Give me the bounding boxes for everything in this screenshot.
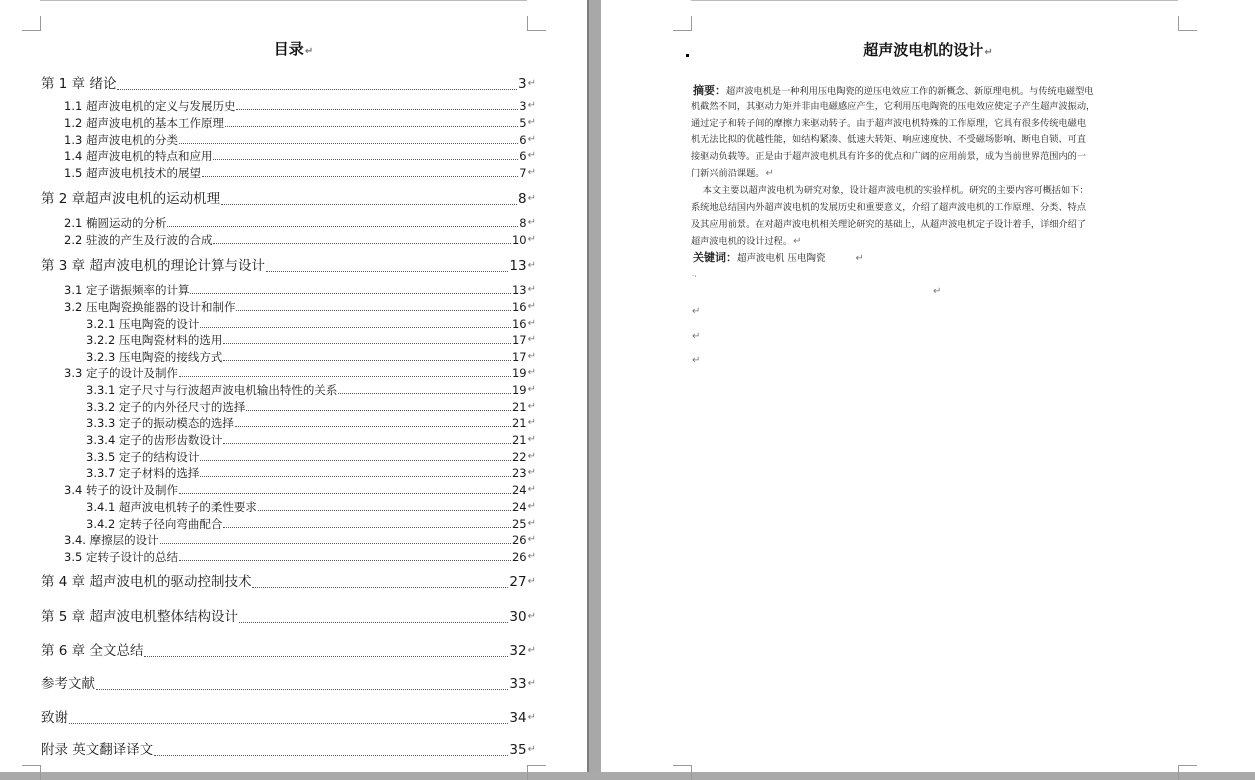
toc-entry-label: 3.3.2 定子的内外径尺寸的选择 [86,400,246,414]
abstract-line: 机截然不同，其驱动力矩并非由电磁感应产生，它利用压电陶瓷的压电效应使定子产生超声波振动， [691,101,1096,112]
paragraph-mark: ↵ [527,467,536,478]
toc-entry-page: 32 [509,643,527,659]
toc-entry[interactable] [64,132,536,148]
toc-entry[interactable] [41,74,536,94]
toc-entry-page: 21 [511,433,527,447]
toc-leader-dots [154,755,508,756]
paragraph-mark: ↵ [692,306,701,317]
toc-entry[interactable] [41,189,536,209]
abstract-line: 摘要：超声波电机是一种利用压电陶瓷的逆压电效应工作的新概念、新原理电机。与传统电磁型电 [693,84,1094,97]
paragraph-mark: ↵ [527,534,536,545]
toc-entry[interactable] [64,165,536,181]
toc-entry-page: 19 [511,383,527,397]
toc-entry-page: 17 [511,350,527,364]
toc-leader-dots [202,176,518,177]
toc-entry-label: 3.3.3 定子的振动模态的选择 [86,416,234,430]
toc-entry[interactable] [86,349,536,365]
paragraph-mark: ↵ [527,217,536,228]
paragraph-mark: ↵ [527,301,536,312]
toc-leader-dots [179,376,511,377]
toc-entry-page: 21 [511,400,527,414]
toc-entry-page: 24 [511,483,527,497]
toc-entry-label: 1.4 超声波电机的特点和应用 [64,149,213,163]
toc-entry-label: 3.2.2 压电陶瓷材料的选用 [86,333,223,347]
toc-leader-dots [236,310,511,311]
toc-entry-page: 13 [511,283,527,297]
toc-leader-dots [96,689,508,690]
paragraph-mark: ↵ [527,645,536,656]
toc-entry[interactable] [41,708,536,728]
toc-entry[interactable] [64,532,536,548]
toc-leader-dots [223,360,511,361]
toc-entry-label: 致谢 [41,710,68,726]
keywords-label: 关键词： [693,251,737,264]
toc-entry[interactable] [64,148,536,164]
toc-leader-dots [179,143,518,144]
toc-entry-label: 3.3.7 定子材料的选择 [86,466,200,480]
toc-entry[interactable] [41,256,536,276]
toc-entry-label: 2.1 椭圆运动的分析 [64,216,167,230]
toc-entry-label: 2.2 驻波的产生及行波的合成 [64,233,213,247]
keywords-line: 关键词：超声波电机 压电陶瓷 ↵ [693,251,864,264]
toc-leader-dots [117,89,517,90]
paragraph-mark: ↵ [527,367,536,378]
paragraph-mark: ↵ [527,334,536,345]
toc-entry[interactable] [41,572,536,592]
toc-entry-page: 5 [519,116,527,130]
paragraph-mark: ↵ [527,417,536,428]
crop-mark-top-left-2 [673,16,692,31]
toc-entry-page: 19 [511,366,527,380]
toc-leader-dots [69,723,508,724]
toc-leader-dots [338,393,511,394]
toc-entry-page: 23 [511,466,527,480]
toc-leader-dots [179,560,511,561]
toc-entry-label: 1.3 超声波电机的分类 [64,133,178,147]
paragraph-mark: ↵ [527,167,536,178]
toc-entry[interactable] [64,232,536,248]
toc-entry[interactable] [41,641,536,661]
crop-mark-bottom-left-2 [673,765,692,780]
toc-entry-page: 13 [509,258,527,274]
toc-entry[interactable] [64,482,536,498]
paragraph-mark: ↵ [527,712,536,723]
toc-entry[interactable] [64,115,536,131]
toc-entry-page: 30 [509,609,527,625]
toc-entry-label: 3.5 定转子设计的总结 [64,550,178,564]
paragraph-mark: ↵ [527,551,536,562]
toc-entry[interactable] [64,282,536,298]
crop-mark-top-right-2 [1178,16,1197,31]
paragraph-mark: ↵ [527,484,536,495]
toc-entry-page: 34 [509,710,527,726]
toc-entry-page: 8 [519,216,527,230]
abstract-line: 机无法比拟的优越性能，如结构紧凑、低速大转矩、响应速度快、不受磁场影响、断电自锁、可直 [691,134,1087,145]
toc-entry[interactable] [41,740,536,760]
toc-entry-label: 3.3 定子的设计及制作 [64,366,178,380]
abstract-label: 摘要： [693,84,726,97]
toc-leader-dots [236,109,518,110]
toc-entry-page: 7 [519,166,527,180]
abstract-line: 接驱动负载等。正是由于超声波电机具有许多的优点和广阔的应用前景，成为当前世界范围内的一 [691,151,1087,162]
toc-leader-dots [200,327,511,328]
toc-leader-dots [190,293,511,294]
toc-entry-page: 10 [511,233,527,247]
toc-leader-dots [223,443,511,444]
toc-leader-dots [246,410,511,411]
toc-entry[interactable] [64,299,536,315]
toc-entry-page: 26 [511,550,527,564]
paragraph-mark: ↵ [527,284,536,295]
toc-leader-dots [252,587,508,588]
toc-entry-label: 1.5 超声波电机技术的展望 [64,166,201,180]
toc-entry-label: 1.1 超声波电机的定义与发展历史 [64,99,236,113]
body-line: 及其应用前景。在对超声波电机相关理论研究的基础上，从超声波电机定子设计着手，详细介绍了 [691,219,1087,230]
toc-entry[interactable] [41,674,536,694]
paragraph-mark: ↵ [527,744,536,755]
toc-entry-label: 参考文献 [41,676,95,692]
paragraph-mark: ↵ [933,286,942,297]
body-line: 超声波电机的设计过程。↵ [691,236,802,247]
paragraph-mark: ↵ [527,401,536,412]
toc-entry-label: 3.4. 摩擦层的设计 [64,533,159,547]
toc-leader-dots [179,493,511,494]
toc-entry[interactable] [86,449,536,465]
toc-entry-label: 第 1 章 绪论 [41,76,117,92]
toc-entry-page: 16 [511,317,527,331]
toc-entry[interactable] [41,607,536,627]
toc-entry[interactable] [86,415,536,431]
toc-entry-page: 3 [519,99,527,113]
toc-entry-page: 8 [518,191,527,207]
paragraph-mark: ↵ [692,355,701,366]
paragraph-mark: ↵ [527,117,536,128]
paragraph-mark: ↵ [527,234,536,245]
toc-entry-page: 22 [511,450,527,464]
toc-leader-dots [144,656,508,657]
toc-leader-dots [235,426,511,427]
toc-entry-label: 第 4 章 超声波电机的驱动控制技术 [41,574,252,590]
crop-mark-bottom-right-2 [1178,765,1197,780]
toc-entry[interactable] [86,332,536,348]
toc-leader-dots [225,126,518,127]
paragraph-mark: ↵ [527,611,536,622]
toc-entry-page: 21 [511,416,527,430]
toc-leader-dots [200,460,511,461]
toc-entry-label: 3.1 定子谐振频率的计算 [64,283,190,297]
toc-entry-page: 6 [519,149,527,163]
header-line-2 [691,0,1178,1]
toc-entry-label: 第 3 章 超声波电机的理论计算与设计 [41,258,265,274]
abstract-line: 通过定子和转子间的摩擦力来驱动转子。由于超声波电机特殊的工作原理，它具有很多传统电磁电 [691,118,1087,129]
toc-entry-page: 3 [518,76,527,92]
toc-leader-dots [239,622,508,623]
body-line: 本文主要以超声波电机为研究对象，设计超声波电机的实验样机。研究的主要内容可概括如下： [691,185,1089,196]
toc-entry-page: 27 [509,574,527,590]
paragraph-mark: ↵ [527,434,536,445]
paragraph-mark: ↵ [527,384,536,395]
paragraph-mark: ↵ [527,193,536,204]
toc-entry[interactable] [86,465,536,481]
toc-leader-dots [258,510,511,511]
toc-leader-dots [213,159,518,160]
toc-list [0,0,587,772]
paragraph-mark: ↵ [527,678,536,689]
paragraph-mark: ., [692,270,697,278]
toc-entry[interactable] [86,516,536,532]
toc-leader-dots [221,204,517,205]
paragraph-mark: ↵ [527,100,536,111]
toc-leader-dots [223,343,511,344]
toc-entry[interactable] [64,549,536,565]
paragraph-mark: ↵ [527,351,536,362]
toc-entry-page: 26 [511,533,527,547]
toc-entry-label: 3.4.2 定转子径向弯曲配合 [86,517,223,531]
abstract-line: 门新兴前沿课题。↵ [691,168,774,179]
toc-entry[interactable] [64,98,536,114]
toc-entry[interactable] [86,499,536,515]
toc-leader-dots [160,543,511,544]
toc-entry-page: 33 [509,676,527,692]
toc-leader-dots [223,527,511,528]
toc-entry-label: 3.3.1 定子尺寸与行波超声波电机输出特性的关系 [86,383,338,397]
paragraph-mark: ↵ [527,318,536,329]
toc-entry-label: 3.3.5 定子的结构设计 [86,450,200,464]
toc-entry-label: 1.2 超声波电机的基本工作原理 [64,116,224,130]
toc-leader-dots [167,226,518,227]
toc-leader-dots [200,476,511,477]
toc-entry[interactable] [86,382,536,398]
toc-entry-page: 35 [509,742,527,758]
toc-entry-label: 附录 英文翻译译文 [41,742,154,758]
paragraph-mark: ↵ [527,451,536,462]
paragraph-mark: ↵ [692,331,701,342]
paragraph-mark: ↵ [527,260,536,271]
document-title: 超声波电机的设计↵ [863,41,993,59]
paragraph-mark: ↵ [527,150,536,161]
toc-entry-label: 3.2.3 压电陶瓷的接线方式 [86,350,223,364]
paragraph-mark: ↵ [527,576,536,587]
toc-entry-page: 25 [511,517,527,531]
toc-entry[interactable] [86,432,536,448]
paragraph-mark: ↵ [527,78,536,89]
toc-entry-label: 第 6 章 全文总结 [41,643,144,659]
toc-entry[interactable] [86,316,536,332]
toc-entry-page: 17 [511,333,527,347]
toc-entry-label: 3.4.1 超声波电机转子的柔性要求 [86,500,257,514]
paragraph-mark: ↵ [527,134,536,145]
toc-leader-dots [266,271,508,272]
toc-leader-dots [213,243,511,244]
page-shadow [587,0,589,772]
toc-entry-label: 第 2 章超声波电机的运动机理 [41,191,221,207]
toc-title: 目录↵ [273,40,314,58]
paragraph-mark: ↵ [527,518,536,529]
body-line: 系统地总结国内外超声波电机的发展历史和重要意义，介绍了超声波电机的工作原理、分类、特点 [691,202,1087,213]
page-gap [587,0,601,772]
toc-entry[interactable] [64,215,536,231]
toc-entry-page: 16 [511,300,527,314]
toc-entry[interactable] [64,365,536,381]
toc-entry-page: 6 [519,133,527,147]
toc-entry-page: 24 [511,500,527,514]
toc-entry-label: 3.4 转子的设计及制作 [64,483,178,497]
paragraph-mark: ↵ [527,501,536,512]
toc-entry-label: 3.2 压电陶瓷换能器的设计和制作 [64,300,236,314]
toc-entry[interactable] [86,399,536,415]
toc-entry-label: 3.2.1 压电陶瓷的设计 [86,317,200,331]
keywords-value: 超声波电机 压电陶瓷 [737,253,826,264]
toc-entry-label: 3.3.4 定子的齿形齿数设计 [86,433,223,447]
toc-entry-label: 第 5 章 超声波电机整体结构设计 [41,609,238,625]
